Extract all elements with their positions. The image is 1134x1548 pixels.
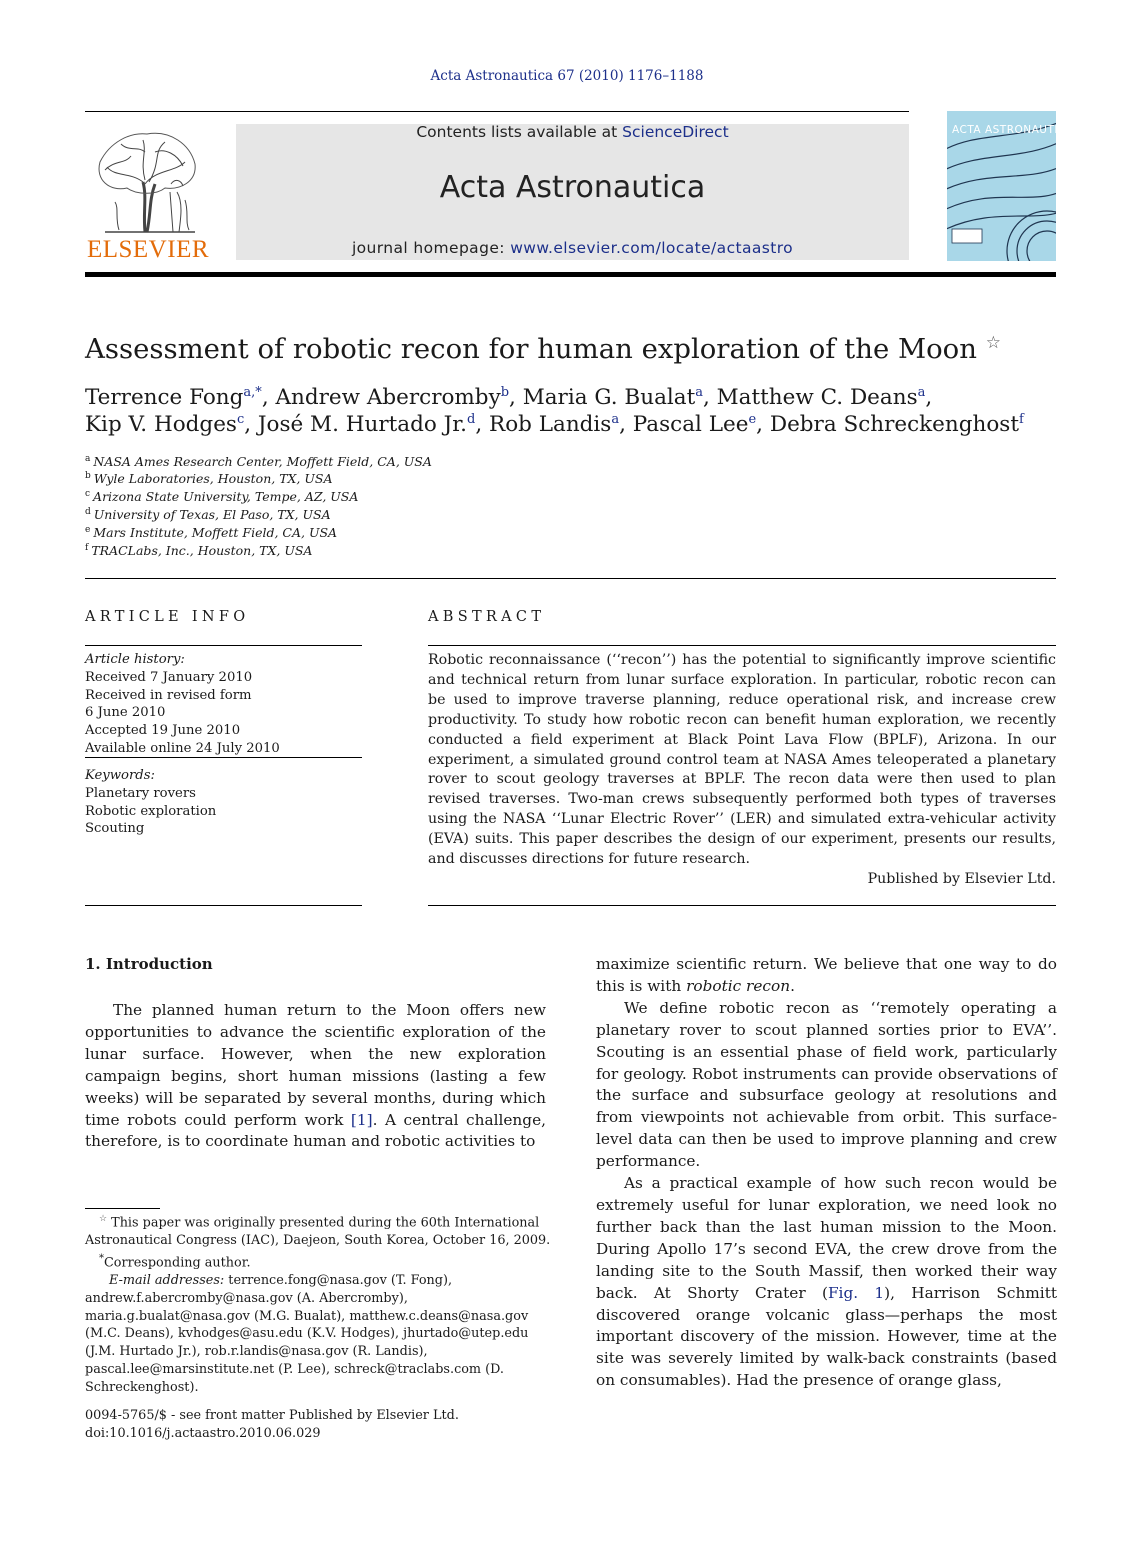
article-info-rule-top [85,645,362,646]
affiliation-text: TRACLabs, Inc., Houston, TX, USA [91,543,313,559]
email-label: E-mail addresses: [109,1272,225,1288]
affiliation-rule [85,578,1056,579]
footnote-emails [85,1272,555,1397]
intro-paragraph-2: We define robotic recon as ‘‘remotely operating a planetary rover to scout planned sorties prior to EVA’’. Scouting is an essential phase of field work, particularly for geology. Robot instruments can provide observations of the surface and subsurface geology at resolutions and from viewpoints not achievable from orbit. This surface-level data can then be used to improve planning and crew performance. [596,998,1057,1171]
reference-link[interactable]: [1] [350,1110,373,1129]
author-affiliation-mark[interactable]: a,* [243,385,262,400]
author-name: Rob Landis [489,412,612,438]
paragraph-text: . [790,976,795,995]
affiliation-mark: f [85,543,89,553]
author-affiliation-mark[interactable]: c [236,412,245,427]
author-separator: , [756,412,770,438]
keyword-item: Planetary rovers [85,785,196,801]
keyword-item: Robotic exploration [85,803,217,819]
abstract-rule-top [428,645,1056,646]
abstract-heading: ABSTRACT [428,609,546,625]
author-name: Matthew C. Deans [716,385,918,411]
keywords [85,767,365,838]
history-item: Accepted 19 June 2010 [85,723,241,739]
affiliation-text: Arizona State University, Tempe, AZ, USA [93,489,359,505]
affiliation-mark: e [85,525,91,535]
journal-citation[interactable]: Acta Astronautica 67 (2010) 1176–1188 [430,68,704,84]
cover-title: ACTA ASTRONAUTICA [952,124,1074,136]
issn-line: 0094-5765/$ - see front matter Published by Elsevier Ltd. [85,1408,459,1423]
article-info-rule-mid [85,757,362,758]
affiliation-text: NASA Ames Research Center, Moffett Field, CA, USA [93,454,432,470]
author-affiliation-mark[interactable]: d [467,412,476,427]
affiliation-mark: a [85,454,91,464]
footnote-star-icon: ☆ [99,1214,108,1224]
author-affiliation-mark[interactable]: e [748,412,757,427]
affiliation-item [85,489,358,504]
affiliation-item [85,525,337,540]
paragraph-text: As a practical example of how such recon would be extremely useful for lunar exploration, we need look no further back than the last human mission to the Moon. During Apollo 17’s second EVA, the crew drove from the landing site to the South Massif, then worked their way back. At Shorty Crater ( [596,1174,1057,1302]
article-info-rule-bottom [85,905,362,906]
paragraph-text: . A central challenge, therefore, is to coordinate human and robotic activities to [85,1110,546,1151]
author-separator: , [619,412,633,438]
sciencedirect-link[interactable]: ScienceDirect [622,123,729,141]
author-affiliation-mark[interactable]: a [917,385,926,400]
history-item: Available online 24 July 2010 [85,740,280,756]
abstract-text: Robotic reconnaissance (‘‘recon’’) has the potential to significantly improve scientific and technical return from lunar surface exploration. In particular, robotic recon can be used to improve traverse planning, reduce operational risk, and increase crew productivity. To study how robotic recon can benefit human exploration, we recently conducted a field experiment at Black Point Lava Flow (BPLF), Arizona. In our experiment, a simulated ground control team at NASA Ames teleoperated a planetary rover to scout geology traverses at BPLF. The recon data were then used to plan revised traverses. Two-man crews subsequently performed both types of traverses using the NASA ‘‘Lunar Electric Rover’’ (LER) and simulated extra-vehicular activity (EVA) suits. This paper describes the design of our experiment, presents our results, and discusses directions for future research. [428,652,1056,868]
abstract-publisher-note: Published by Elsevier Ltd. [867,871,1056,887]
author-affiliation-mark[interactable]: b [500,385,510,400]
intro-paragraph-1-continued [596,954,1057,998]
author-name: José M. Hurtado Jr. [257,412,467,438]
section-heading-introduction: 1. Introduction [85,955,213,973]
affiliation-mark: d [85,507,91,517]
author-name: Andrew Abercromby [275,385,501,411]
email-list[interactable]: terrence.fong@nasa.gov (T. Fong), andrew.f.abercromby@nasa.gov (A. Abercromby), maria.g.bualat@nasa.gov (M.G. Bualat), matthew.c.deans@nasa.gov (M.C. Deans), kvhodges@asu.edu (K.V. Hodges), jhurtado@utep.edu (J.M. Hurtado Jr.), rob.r.landis@nasa.gov (R. Landis), pascal.lee@marsinstitute.net (P. Lee), schreck@traclabs.com (D. Schreckenghost). [85,1272,529,1395]
paragraph-text: The planned human return to the Moon offers new opportunities to advance the scientific exploration of the lunar surface. However, when the new exploration campaign begins, short human missions (lasting a few weeks) will be separated by several months, during which time robots could perform work [85,1001,546,1129]
figure-link[interactable]: Fig. 1 [827,1283,885,1302]
affiliation-mark: b [85,471,91,481]
title-footnote-star-icon[interactable]: ☆ [985,333,1001,353]
header-rule-thick [85,272,1056,277]
author-separator: , [475,412,489,438]
footnotes [85,1211,555,1397]
journal-name: Acta Astronautica [439,170,706,205]
paragraph-text: maximize scientific return. We believe that one way to do this is with [596,955,1057,995]
affiliation-mark: c [85,489,91,499]
affiliation-text: Mars Institute, Moffett Field, CA, USA [93,525,338,541]
author-separator: , [703,385,717,411]
history-item: Received in revised form [85,687,252,703]
author-separator: , [925,385,933,411]
article-info-heading: ARTICLE INFO [85,609,250,625]
affiliation-item [85,543,312,558]
history-item: Received 7 January 2010 [85,669,253,685]
history-label: Article history: [85,652,185,667]
author-separator: , [261,385,276,411]
abstract-rule-bottom [428,905,1056,906]
author-name: Kip V. Hodges [85,412,237,438]
front-matter-ids [85,1407,459,1443]
article-title-text: Assessment of robotic recon for human exploration of the Moon [85,333,977,366]
author-name: Maria G. Bualat [522,385,696,411]
contents-prefix: Contents lists available at [416,123,623,141]
footnote-corresponding-text: Corresponding author. [104,1255,251,1271]
contents-line [236,123,909,141]
affiliation-item [85,507,331,522]
keywords-label: Keywords: [85,768,155,783]
homepage-link[interactable]: www.elsevier.com/locate/actaastro [510,239,794,257]
doi-line[interactable]: doi:10.1016/j.actaastro.2010.06.029 [85,1425,321,1441]
article-title [85,333,1001,365]
affiliation-text: University of Texas, El Paso, TX, USA [93,507,331,523]
homepage-prefix: journal homepage: [351,239,511,257]
history-item: 6 June 2010 [85,705,166,721]
affiliation-item [85,454,432,469]
homepage-line [236,239,909,257]
footnote-rule [85,1208,160,1209]
footnote-star [85,1211,555,1250]
author-affiliation-mark[interactable]: a [695,385,703,400]
author-affiliation-mark[interactable]: a [611,412,620,427]
intro-paragraph-3 [596,1173,1057,1392]
emphasis-text: robotic recon [686,976,791,995]
header-rule-top [85,111,909,112]
author-line-2 [85,412,1024,437]
keyword-item: Scouting [85,821,145,837]
footnote-corresponding [85,1250,555,1272]
affiliation-item [85,471,333,486]
author-name: Pascal Lee [632,412,749,438]
paragraph-text: ), Harrison Schmitt discovered orange volcanic glass—perhaps the most important discovery of the mission. However, time at the site was severely limited by walk-back constraints (based on consumables). Had the presence of orange glass, [596,1283,1057,1390]
footnote-corresponding-mark: * [99,1252,104,1264]
author-name: Debra Schreckenghost [769,412,1019,438]
author-name: Terrence Fong [85,385,244,411]
body-column-left [85,1000,546,1153]
author-affiliation-mark[interactable]: f [1018,412,1024,427]
body-column-right [596,954,1057,1392]
article-history [85,651,365,758]
author-separator: , [509,385,523,411]
author-separator: , [244,412,258,438]
affiliation-text: Wyle Laboratories, Houston, TX, USA [93,471,333,487]
elsevier-wordmark: ELSEVIER [86,236,210,263]
author-line-1 [85,385,932,410]
intro-paragraph-1 [85,1000,546,1153]
footnote-star-text: This paper was originally presented during the 60th International Astronautical Congress (IAC), Daejeon, South Korea, October 16, 2009. [85,1215,551,1249]
